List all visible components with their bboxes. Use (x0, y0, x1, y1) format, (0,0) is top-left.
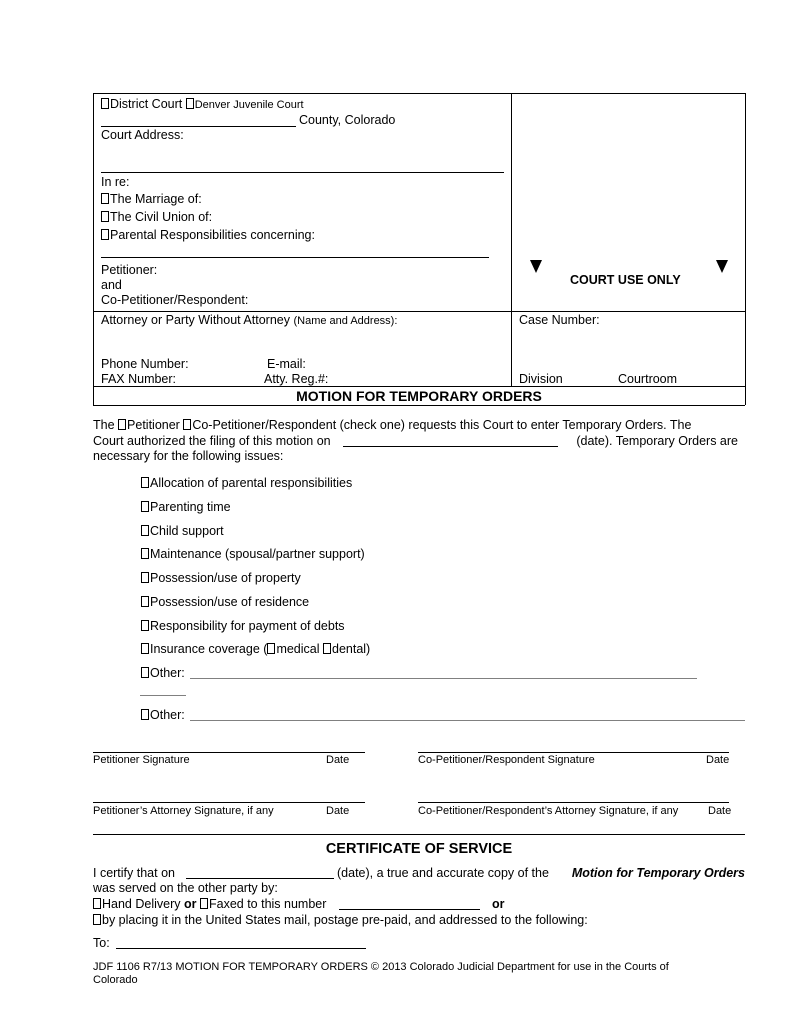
co-atty-signature-line[interactable] (418, 802, 729, 803)
issue-checkbox[interactable] (141, 596, 149, 607)
district-court-checkbox[interactable] (101, 98, 109, 109)
marriage-label: The Marriage of: (110, 192, 202, 206)
and-label: and (101, 278, 122, 292)
co-signature-line[interactable] (418, 752, 729, 753)
date-label: Date (706, 754, 730, 766)
issue-checkbox[interactable] (141, 643, 149, 654)
issue-item: Possession/use of property (141, 571, 301, 585)
issue-item: Insurance coverage ( medical dental) (141, 642, 370, 656)
hand-delivery-checkbox[interactable] (93, 898, 101, 909)
to-address-line[interactable] (116, 948, 366, 949)
date-label: Date (708, 805, 732, 817)
medical-checkbox[interactable] (267, 643, 275, 654)
issue-checkbox[interactable] (141, 477, 149, 488)
atty-reg-label: Atty. Reg.#: (264, 372, 329, 386)
dental-checkbox[interactable] (323, 643, 331, 654)
petitioner-check[interactable] (118, 419, 126, 430)
issue-item: Maintenance (spousal/partner support) (141, 547, 365, 561)
fax-label: FAX Number: (101, 372, 177, 386)
certificate-title: CERTIFICATE OF SERVICE (325, 841, 513, 857)
court-address-line[interactable] (101, 172, 504, 173)
other-line[interactable] (190, 720, 745, 721)
issue-item: Child support (141, 524, 224, 538)
authorized-date-line[interactable] (343, 446, 558, 447)
email-label: E-mail: (267, 357, 306, 371)
issue-item: Parenting time (141, 500, 231, 514)
certificate-line-1: I certify that on (date), a true and accurate copy of the Motion for Temporary Orders (93, 866, 745, 880)
petitioner-atty-label: Petitioner’s Attorney Signature, if any (93, 805, 274, 817)
petitioner-atty-signature-line[interactable] (93, 802, 365, 803)
attorney-label: Attorney or Party Without Attorney (101, 313, 290, 327)
other-item: Other: (141, 666, 185, 680)
arrow-down-icon (530, 260, 542, 273)
faxed-checkbox[interactable] (200, 898, 208, 909)
issue-checkbox[interactable] (141, 548, 149, 559)
co-atty-label: Co-Petitioner/Respondent’s Attorney Signature, if any (418, 805, 679, 817)
juvenile-court-checkbox[interactable] (186, 98, 194, 109)
county-label: County, Colorado (299, 113, 396, 127)
other-checkbox[interactable] (141, 667, 149, 678)
issue-item: Possession/use of residence (141, 595, 309, 609)
certificate-line-2: was served on the other party by: (93, 881, 278, 895)
other-item: Other: (141, 708, 185, 722)
arrow-down-icon (716, 260, 728, 273)
footer-line-2: Colorado (93, 974, 138, 986)
marriage-checkbox[interactable] (101, 193, 109, 204)
other-checkbox[interactable] (141, 709, 149, 720)
co-petitioner-check[interactable] (183, 419, 191, 430)
case-number-label: Case Number: (519, 313, 600, 327)
mail-checkbox[interactable] (93, 914, 101, 925)
division-label: Division (519, 372, 563, 386)
footer-line-1: JDF 1106 R7/13 MOTION FOR TEMPORARY ORDERS © 2013 Colorado Judicial Department for use in the Courts of (93, 961, 669, 973)
issue-item: Responsibility for payment of debts (141, 619, 345, 633)
co-signature-label: Co-Petitioner/Respondent Signature (418, 754, 595, 766)
attorney-sub-label: (Name and Address): (293, 315, 398, 327)
petitioner-label: Petitioner: (101, 263, 158, 277)
to-label: To: (93, 936, 110, 950)
court-address-label: Court Address: (101, 128, 184, 142)
intro-line-3: necessary for the following issues: (93, 449, 284, 463)
juvenile-court-label: Denver Juvenile Court (194, 99, 304, 111)
district-court-label: District Court (110, 97, 183, 111)
intro-line-2: Court authorized the filing of this motion on (date). Temporary Orders are (93, 434, 738, 448)
parental-label: Parental Responsibilities concerning: (110, 228, 315, 242)
mail-option: by placing it in the United States mail, postage pre-paid, and addressed to the following: (93, 913, 588, 927)
county-line[interactable] (101, 126, 296, 127)
issue-checkbox[interactable] (141, 501, 149, 512)
intro-line-1: The Petitioner Co-Petitioner/Respondent (check one) requests this Court to enter Temporary Orders. The (93, 418, 692, 432)
courtroom-label: Courtroom (618, 372, 678, 386)
date-label: Date (326, 754, 350, 766)
petitioner-signature-label: Petitioner Signature (93, 754, 190, 766)
in-re-label: In re: (101, 175, 130, 189)
fax-number-line[interactable] (339, 909, 480, 910)
other-line[interactable] (190, 678, 697, 679)
or-label: or (492, 897, 505, 911)
document-title: MOTION FOR TEMPORARY ORDERS (296, 388, 542, 404)
court-use-only: COURT USE ONLY (570, 273, 681, 287)
parental-checkbox[interactable] (101, 229, 109, 240)
parties-line[interactable] (101, 257, 489, 258)
other-line-cont[interactable] (140, 695, 186, 696)
co-petitioner-label: Co-Petitioner/Respondent: (101, 293, 249, 307)
issue-checkbox[interactable] (141, 620, 149, 631)
date-label: Date (326, 805, 350, 817)
civil-union-label: The Civil Union of: (110, 210, 213, 224)
phone-label: Phone Number: (101, 357, 189, 371)
petitioner-signature-line[interactable] (93, 752, 365, 753)
issue-checkbox[interactable] (141, 572, 149, 583)
section-divider (93, 834, 745, 835)
civil-union-checkbox[interactable] (101, 211, 109, 222)
delivery-options: Hand Delivery or Faxed to this number (93, 897, 326, 911)
service-date-line[interactable] (186, 878, 334, 879)
issue-item: Allocation of parental responsibilities (141, 476, 352, 490)
issue-checkbox[interactable] (141, 525, 149, 536)
